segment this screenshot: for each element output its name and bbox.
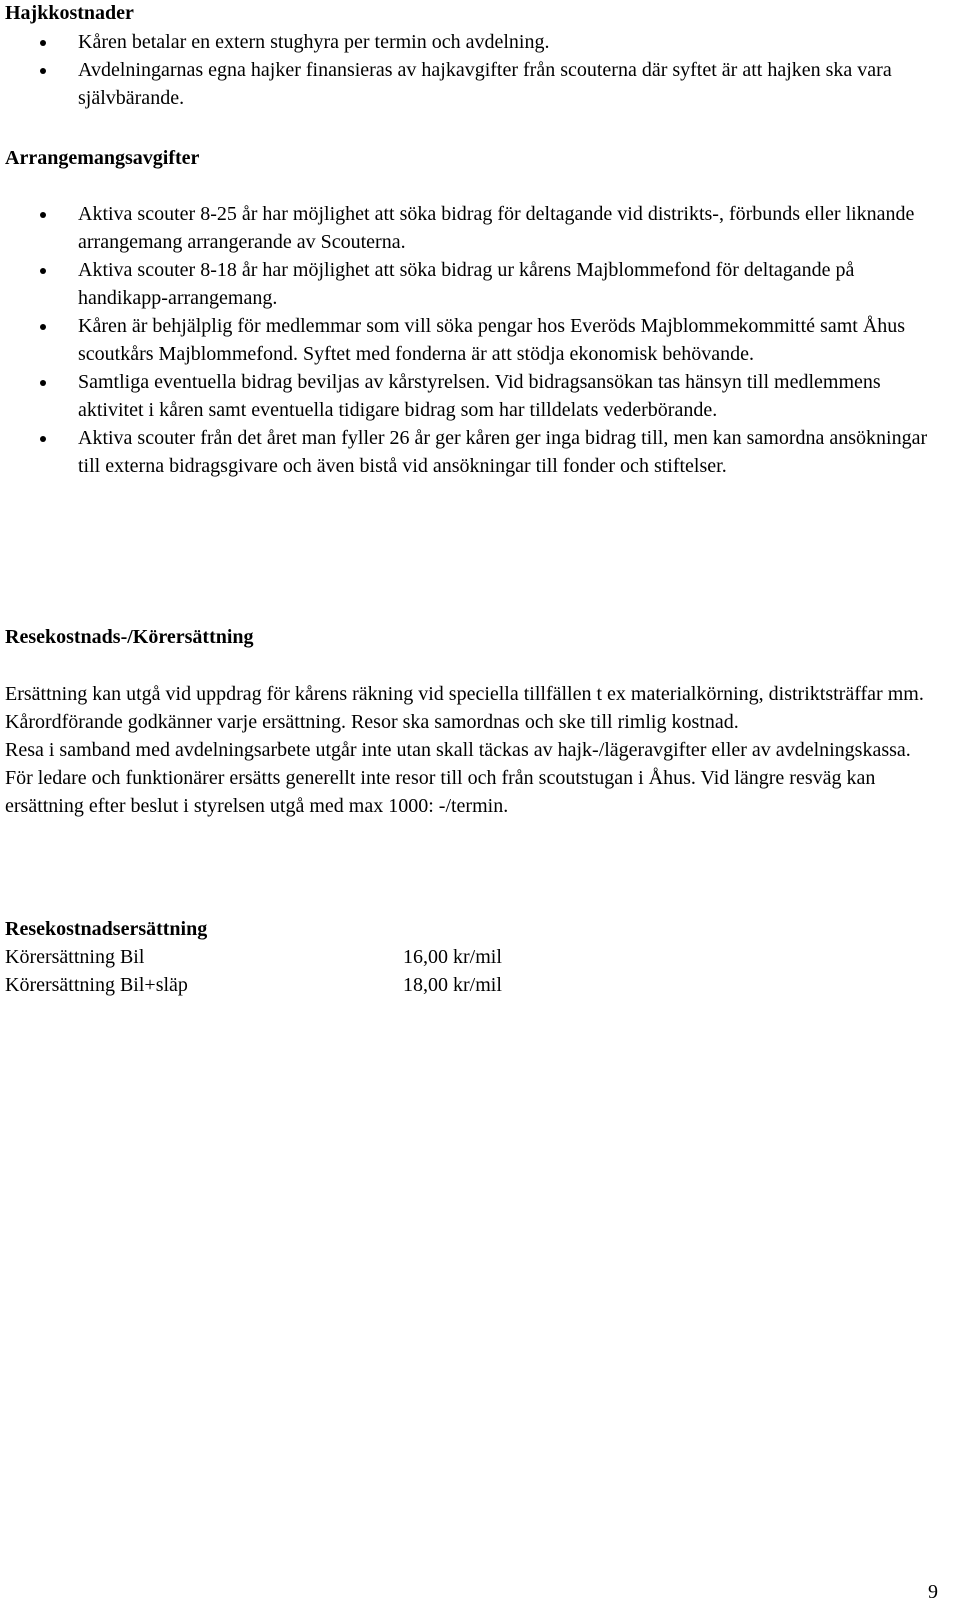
list-item	[5, 28, 945, 56]
list-item-text: Samtliga eventuella bidrag beviljas av kårstyrelsen. Vid bidragsansökan tas hänsyn till medlemmens aktivitet i kåren samt eventuella tidigare bidrag som har tilldelats vederbörande.	[78, 371, 881, 421]
list-item	[5, 256, 945, 312]
list-item-text: Avdelningarnas egna hajker finansieras av hajkavgifter från scouterna där syftet är att hajken ska vara självbärande.	[78, 59, 892, 109]
section-rates	[5, 915, 945, 999]
bullet-icon	[40, 40, 46, 46]
rate-value: 16,00 kr/mil	[403, 946, 502, 968]
paragraph: Ersättning kan utgå vid uppdrag för kårens räkning vid speciella tillfällen t ex materialkörning, distriktsträffar mm. Kårordförande godkänner varje ersättning. Resor ska samordnas och ske till rimlig kostnad.	[5, 683, 924, 733]
section-heading: Resekostnads-/Körersättning	[5, 626, 254, 648]
paragraph-group	[5, 680, 945, 820]
rate-label: Körersättning Bil+släp	[5, 974, 188, 996]
list-item	[5, 200, 945, 256]
table-row	[5, 943, 945, 971]
list-item	[5, 368, 945, 424]
page-number: 9	[928, 1581, 938, 1603]
bullet-icon	[40, 436, 46, 442]
bullet-icon	[40, 212, 46, 218]
paragraph: För ledare och funktionärer ersätts generellt inte resor till och från scoutstugan i Åhus. Vid längre resväg kan ersättning efter beslut i styrelsen utgå med max 1000: -/termin.	[5, 767, 876, 817]
bullet-icon	[40, 324, 46, 330]
rate-value: 18,00 kr/mil	[403, 974, 502, 996]
bullet-icon	[40, 68, 46, 74]
list-item	[5, 56, 945, 112]
rate-label: Körersättning Bil	[5, 946, 145, 968]
bullet-list	[5, 28, 945, 112]
bullet-icon	[40, 380, 46, 386]
paragraph: Resa i samband med avdelningsarbete utgår inte utan skall täckas av hajk-/lägeravgifter eller av avdelningskassa.	[5, 739, 911, 761]
section-hajkkostnader	[5, 0, 945, 112]
section-heading: Hajkkostnader	[5, 2, 134, 24]
section-resekostnad	[5, 624, 945, 820]
section-heading: Arrangemangsavgifter	[5, 147, 200, 169]
table-row	[5, 971, 945, 999]
section-arrangemangsavgifter	[5, 145, 945, 480]
list-item-text: Aktiva scouter 8-18 år har möjlighet att söka bidrag ur kårens Majblommefond för deltagande på handikapp-arrangemang.	[78, 259, 855, 309]
list-item-text: Kåren betalar en extern stughyra per termin och avdelning.	[78, 31, 550, 53]
list-item	[5, 424, 945, 480]
rates-table	[5, 943, 945, 999]
list-item-text: Kåren är behjälplig för medlemmar som vill söka pengar hos Everöds Majblommekommitté samt Åhus scoutkårs Majblommefond. Syftet med fonderna är att stödja ekonomisk behövande.	[78, 315, 906, 365]
list-item-text: Aktiva scouter 8-25 år har möjlighet att söka bidrag för deltagande vid distrikts-, förbunds eller liknande arrangemang arrangerande av Scouterna.	[78, 203, 915, 253]
list-item-text: Aktiva scouter från det året man fyller 26 år ger kåren ger inga bidrag till, men kan samordna ansökningar till externa bidragsgivare och även bistå vid ansökningar till fonder och stiftelser.	[78, 427, 928, 477]
section-heading: Resekostnadsersättning	[5, 918, 208, 940]
bullet-icon	[40, 268, 46, 274]
list-item	[5, 312, 945, 368]
bullet-list	[5, 200, 945, 480]
